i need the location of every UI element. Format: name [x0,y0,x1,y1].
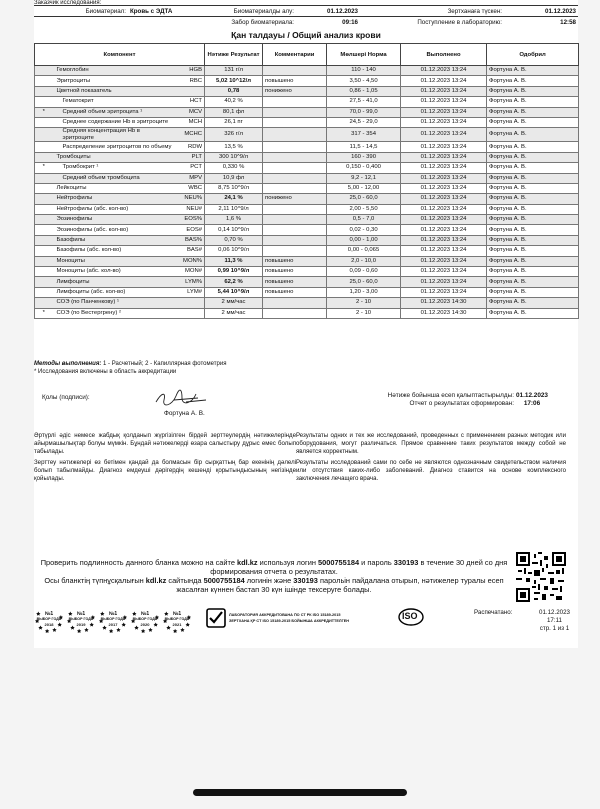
award-badge-icon [130,604,160,634]
award-year: 2021 [172,622,182,627]
cell-approved: Фортуна А. В. [487,142,579,152]
cell-result: 11,3 % [205,256,263,266]
cell-result: 80,1 фл [205,107,263,117]
col-component: Компонент [35,44,205,66]
cell-comment [263,152,327,162]
cell-approved: Фортуна А. В. [487,128,579,142]
table-row [35,76,579,86]
table-row [35,97,579,107]
report-title: Қан талдауы / Общий анализ крови [231,30,381,40]
cell-mark [35,246,53,256]
col-approved: Одобрил [487,44,579,66]
cell-comment [263,246,327,256]
table-row [35,183,579,193]
biomaterial-label: Биоматериал: [34,6,128,17]
cell-done: 01.12.2023 14:30 [401,308,487,318]
cell-mark [35,76,53,86]
award-badge-icon [162,604,192,634]
cell-done: 01.12.2023 13:24 [401,128,487,142]
table-row [35,142,579,152]
cell-comment: повышено [263,277,327,287]
award-top: №1 [108,611,118,617]
home-indicator[interactable] [193,789,407,796]
cell-name: Тромбоциты [53,152,175,162]
cell-mark [35,97,53,107]
cell-comment [263,117,327,127]
award-label: ВЫБОР ГОДА [100,617,126,621]
cell-mark [35,287,53,297]
cell-result: 2 мм/час [205,308,263,318]
cell-done: 01.12.2023 13:24 [401,215,487,225]
cell-result: 0,14 10^9/л [205,225,263,235]
cell-name: СОЭ (по Панченкову) ¹ [53,298,175,308]
cell-result: 1,6 % [205,215,263,225]
col-result: Нәтиже Результат [205,44,263,66]
cell-norm: 5,00 - 12,00 [327,183,401,193]
cell-comment [263,163,327,173]
cell-done: 01.12.2023 13:24 [401,163,487,173]
methods-block [34,360,226,376]
cell-code: MON# [175,267,205,277]
cell-approved: Фортуна А. В. [487,267,579,277]
cell-result: 10,9 фл [205,173,263,183]
cell-result: 62,2 % [205,277,263,287]
cell-name: Моноциты [53,256,175,266]
cell-code [175,308,205,318]
cell-code: EOS# [175,225,205,235]
award-top: №1 [76,611,86,617]
cell-norm: 1,20 - 3,00 [327,287,401,297]
cell-approved: Фортуна А. В. [487,256,579,266]
cell-norm: 0,09 - 0,60 [327,267,401,277]
table-row [35,267,579,277]
cell-done: 01.12.2023 13:24 [401,66,487,76]
cell-done: 01.12.2023 13:24 [401,173,487,183]
table-row [35,235,579,245]
cell-name: Средний объем тромбоцита [53,173,175,183]
formed-labels: Нәтиже бойынша есеп қалыптастырылды: Отчет о результатах сформирован: [387,392,514,407]
table-row [35,128,579,142]
table-row [35,173,579,183]
cell-code: HCT [175,97,205,107]
cell-approved: Фортуна А. В. [487,215,579,225]
cell-norm: 2,00 - 5,50 [327,204,401,214]
award-label: ВЫБОР ГОДА [164,617,190,621]
cell-comment [263,225,327,235]
cell-name: Лейкоциты [53,183,175,193]
collect-kz-label: Биоматериалды алу: [212,6,296,17]
cell-done: 01.12.2023 13:24 [401,183,487,193]
award-top: №1 [140,611,150,617]
award-year: 2020 [140,622,150,627]
cell-done: 01.12.2023 13:24 [401,86,487,96]
award-badge-icon [98,604,128,634]
cell-mark [35,215,53,225]
cell-name: Базофилы [53,235,175,245]
table-row [35,256,579,266]
cell-comment [263,215,327,225]
printed-label: Распечатано: [474,609,513,616]
cell-code: NEU# [175,204,205,214]
cell-name: Распределение эритроцитов по объему [53,142,175,152]
table-row [35,194,579,204]
cell-name: Нейтрофилы (абс. кол-во) [53,204,175,214]
cell-comment [263,66,327,76]
cell-result: 131 г/л [205,66,263,76]
cell-code: HGB [175,66,205,76]
cell-code: BAS% [175,235,205,245]
cell-mark [35,86,53,96]
collect-ru-label: Забор биоматериала: [212,17,296,28]
cell-result: 0,330 % [205,163,263,173]
cell-comment [263,173,327,183]
cell-code [175,298,205,308]
cell-approved: Фортуна А. В. [487,76,579,86]
cell-norm: 2 - 10 [327,308,401,318]
signature-image [152,388,212,410]
cell-approved: Фортуна А. В. [487,117,579,127]
cell-done: 01.12.2023 13:24 [401,287,487,297]
cell-comment [263,183,327,193]
signature-label: Қолы (подписи): [42,394,90,401]
printed-info: 01.12.2023 17:11 стр. 1 из 1 [539,609,570,632]
cell-approved: Фортуна А. В. [487,246,579,256]
cell-done: 01.12.2023 13:24 [401,204,487,214]
award-year: 2018 [44,622,54,627]
table-row [35,287,579,297]
cell-done: 01.12.2023 13:24 [401,142,487,152]
col-comment: Комментарии [263,44,327,66]
award-top: №1 [172,611,182,617]
cell-norm: 0,00 - 1,00 [327,235,401,245]
table-row [35,298,579,308]
cell-name: Лимфоциты [53,277,175,287]
cell-result: 326 г/л [205,128,263,142]
cell-approved: Фортуна А. В. [487,183,579,193]
table-row [35,246,579,256]
award-year: 2017 [108,622,118,627]
table-row [35,225,579,235]
notes-ru: Результаты одних и тех же исследований, проведенных с применением разных методик или оборудования, могут различаться. Прямое сравнение таких результатов между собой не является корректным. Результаты исследований сами по себе не являются однозначным свидетельством наличия или отсутствия каких-либо заболеваний. Диагноз ставится на основе комплексного заключения лечащего врача. [296,432,566,482]
cell-norm: 0,00 - 0,065 [327,246,401,256]
cell-comment: понижено [263,86,327,96]
cell-done: 01.12.2023 13:24 [401,225,487,235]
cell-result: 24,1 % [205,194,263,204]
cell-mark [35,66,53,76]
cell-comment [263,204,327,214]
cell-result: 5,44 10^9/л [205,287,263,297]
iso-logo: ISO [398,608,424,626]
cell-mark [35,267,53,277]
cell-approved: Фортуна А. В. [487,298,579,308]
cell-code [175,86,205,96]
award-badge-icon [34,604,64,634]
cell-mark: * [35,308,53,318]
award-year: 2019 [76,622,86,627]
cell-done: 01.12.2023 14:30 [401,298,487,308]
cell-name: Гематокрит [53,97,175,107]
table-row [35,107,579,117]
cell-comment [263,107,327,117]
cell-code: MCHC [175,128,205,142]
cell-name: Базофилы (абс. кол-во) [53,246,175,256]
cell-result: 2,11 10^9/л [205,204,263,214]
cell-mark [35,298,53,308]
cell-mark: * [35,107,53,117]
cell-norm: 25,0 - 60,0 [327,194,401,204]
cell-mark [35,194,53,204]
cell-code: BAS# [175,246,205,256]
report-page [34,0,578,648]
cell-mark [35,256,53,266]
cell-approved: Фортуна А. В. [487,152,579,162]
cell-result: 300 10^9/л [205,152,263,162]
cell-comment: понижено [263,194,327,204]
table-row [35,277,579,287]
cell-done: 01.12.2023 13:24 [401,152,487,162]
cell-norm: 0,5 - 7,0 [327,215,401,225]
cell-done: 01.12.2023 13:24 [401,107,487,117]
cell-norm: 27,5 - 41,0 [327,97,401,107]
cell-code: MCV [175,107,205,117]
table-row [35,86,579,96]
table-row [35,308,579,318]
cell-approved: Фортуна А. В. [487,235,579,245]
cell-approved: Фортуна А. В. [487,204,579,214]
cell-name: Средний объем эритроцита ¹ [53,107,175,117]
cell-mark [35,152,53,162]
cell-comment: повышено [263,287,327,297]
cell-code: MCH [175,117,205,127]
cell-approved: Фортуна А. В. [487,225,579,235]
cell-name: Средняя концентрация Hb в эритроците [53,128,175,142]
cell-norm: 2 - 10 [327,298,401,308]
results-table [34,43,579,319]
cell-code: MON% [175,256,205,266]
cell-mark [35,225,53,235]
cell-code: RDW [175,142,205,152]
cell-code: PCT [175,163,205,173]
cell-name: Цветной показатель [53,86,175,96]
qr-code-icon [516,552,566,602]
cell-result: 2 мм/час [205,298,263,308]
cell-mark [35,204,53,214]
cell-mark [35,183,53,193]
cell-result: 5,02 10^12/л [205,76,263,86]
cell-name: Среднее содержание Hb в эритроците [53,117,175,127]
biomaterial-value: Кровь с ЭДТА [128,6,212,17]
cell-done: 01.12.2023 13:24 [401,117,487,127]
col-norm: Мөлшері Норма [327,44,401,66]
methods-label: Методы выполнения: [34,361,102,367]
cell-norm: 25,0 - 60,0 [327,277,401,287]
cell-comment: повышено [263,256,327,266]
arrival-kz-label: Зертханаға түскен: [360,6,504,17]
cell-approved: Фортуна А. В. [487,163,579,173]
cell-approved: Фортуна А. В. [487,107,579,117]
cell-code: PLT [175,152,205,162]
cell-comment [263,235,327,245]
cell-mark [35,117,53,127]
table-row [35,152,579,162]
cell-name: Эритроциты [53,76,175,86]
cell-approved: Фортуна А. В. [487,277,579,287]
cell-mark [35,142,53,152]
cell-done: 01.12.2023 13:24 [401,194,487,204]
cell-name: Нейтрофилы [53,194,175,204]
col-done: Выполнено [401,44,487,66]
checkmark-icon [206,608,226,628]
cell-norm: 0,02 - 0,30 [327,225,401,235]
cell-approved: Фортуна А. В. [487,308,579,318]
formed-values: 01.12.2023 17:06 [516,392,548,407]
cell-norm: 24,5 - 29,0 [327,117,401,127]
cell-mark [35,277,53,287]
cell-name: Тромбокрит ¹ [53,163,175,173]
cell-approved: Фортуна А. В. [487,287,579,297]
cell-comment [263,142,327,152]
cell-comment [263,298,327,308]
cell-approved: Фортуна А. В. [487,86,579,96]
cell-code: LYM% [175,277,205,287]
cell-name: Моноциты (абс. кол-во) [53,267,175,277]
table-row [35,204,579,214]
award-label: ВЫБОР ГОДА [36,617,62,621]
table-header [35,44,579,66]
cell-name: Эозинофилы [53,215,175,225]
cell-result: 13,5 % [205,142,263,152]
cell-code: EOS% [175,215,205,225]
table-row [35,66,579,76]
award-label: ВЫБОР ГОДА [68,617,94,621]
cell-mark: * [35,163,53,173]
cell-comment: повышено [263,267,327,277]
verify-text: Проверить подлинность данного бланка можно на сайте kdl.kz используя логин 5000755184 и пароль 330193 в течение 30 дней со дня формирования отчета о результатах. Осы бланктің түпнұсқалығын kdl.kz сайтында 5000755184 логинін және 330193 парольін пайдалана отырып, нәтижелер туралы есеп жасалған күннен бастап 30 күн ішінде тексеруге болады. [40,558,508,594]
cell-done: 01.12.2023 13:24 [401,76,487,86]
cell-result: 0,06 10^9/л [205,246,263,256]
cell-comment [263,128,327,142]
cell-norm: 2,0 - 10,0 [327,256,401,266]
cell-approved: Фортуна А. В. [487,97,579,107]
signature-name: Фортуна А. В. [164,410,205,417]
award-badge-icon [66,604,96,634]
cell-result: 0,99 10^9/л [205,267,263,277]
collect-time: 09:16 [296,17,360,28]
cell-norm: 3,50 - 4,50 [327,76,401,86]
cell-done: 01.12.2023 13:24 [401,246,487,256]
cell-approved: Фортуна А. В. [487,173,579,183]
cell-done: 01.12.2023 13:24 [401,97,487,107]
award-top: №1 [44,611,54,617]
cell-mark [35,235,53,245]
cell-code: NEU% [175,194,205,204]
cell-norm: 11,5 - 14,5 [327,142,401,152]
accred-note: * Исследования включены в область аккредитации [34,369,177,375]
cell-comment: повышено [263,76,327,86]
cell-result: 0,78 [205,86,263,96]
cell-done: 01.12.2023 13:24 [401,256,487,266]
cell-result: 26,1 пг [205,117,263,127]
table-row [35,215,579,225]
awards-row [34,604,192,634]
cell-comment [263,97,327,107]
cell-name: СОЭ (по Вестергрену) ² [53,308,175,318]
cell-name: Эозинофилы (абс. кол-во) [53,225,175,235]
notes-kz: Әртүрлі әдіс немесе жабдық қолданып жүргізілген бірдей зерттеулердің нәтижелерінде айырмашылықтар болуы мүмкін. Бұндай нәтижелерді өзара салыстыру дұрыс емес болып табылады. Зерттеу нәтижелері өз бетімен қандай да болмасын бір сырқаттың бар екенінің дәлелі болып табылмайды. Диагноз емдеуші дәрігердің кешенді қорытындысының негізінде қойылады. [34,432,296,482]
cell-approved: Фортуна А. В. [487,194,579,204]
cell-code: LYM# [175,287,205,297]
methods-text: 1 - Расчетный; 2 - Капиллярная фотометрия [101,361,227,367]
cell-code: WBC [175,183,205,193]
cell-name: Лимфоциты (абс. кол-во) [53,287,175,297]
cell-result: 40,2 % [205,97,263,107]
cell-mark [35,128,53,142]
customer-label: Заказчик исследования: [34,0,102,6]
arrival-ru-label: Поступление в лабораторию: [360,17,504,28]
cell-result: 0,70 % [205,235,263,245]
table-row [35,117,579,127]
cell-comment [263,308,327,318]
cell-norm: 70,0 - 99,0 [327,107,401,117]
cell-done: 01.12.2023 13:24 [401,267,487,277]
cell-mark [35,173,53,183]
cell-norm: 9,2 - 12,1 [327,173,401,183]
site-link[interactable]: kdl.kz [237,558,258,567]
cell-code: MPV [175,173,205,183]
award-label: ВЫБОР ГОДА [132,617,158,621]
arrival-date: 01.12.2023 [504,6,578,17]
cell-norm: 110 - 140 [327,66,401,76]
arrival-time: 12:58 [504,17,578,28]
cell-done: 01.12.2023 13:24 [401,277,487,287]
cell-name: Гемоглобин [53,66,175,76]
cell-norm: 0,86 - 1,05 [327,86,401,96]
cell-norm: 317 - 354 [327,128,401,142]
table-row [35,163,579,173]
collect-date: 01.12.2023 [296,6,360,17]
cell-done: 01.12.2023 13:24 [401,235,487,245]
cell-norm: 0,150 - 0,400 [327,163,401,173]
accreditation-text: ЛАБОРАТОРИЯ АККРЕДИТОВАНА ПО СТ РК ISO 15189-2015 ЗЕРТХАНА ҚР СТ ISO 15189-2015 БОЙЫНША АККРЕДИТТЕЛГЕН [229,613,349,623]
sample-info [34,5,578,27]
cell-norm: 160 - 390 [327,152,401,162]
cell-approved: Фортуна А. В. [487,66,579,76]
cell-code: RBC [175,76,205,86]
cell-result: 8,75 10^9/л [205,183,263,193]
